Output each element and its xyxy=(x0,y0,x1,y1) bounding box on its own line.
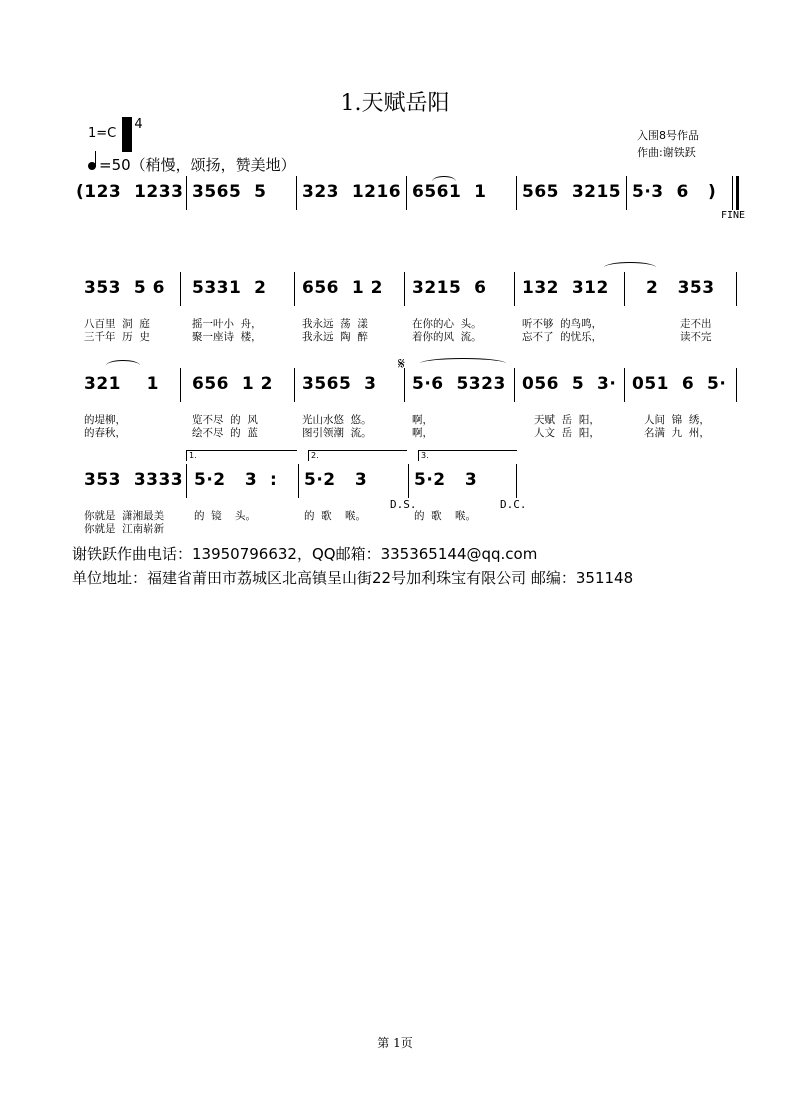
staff-row-4 xyxy=(76,451,756,535)
lyric: 的 镜 头。 xyxy=(194,510,257,522)
lyric: 在你的心 头。 xyxy=(412,318,482,330)
lyric: 图引领潮 流。 xyxy=(302,427,372,439)
lyric: 的 歌 喉。 xyxy=(414,510,477,522)
slur xyxy=(432,176,456,187)
lyric: 你就是 潇湘最美 xyxy=(84,510,165,522)
time-divider xyxy=(122,117,132,152)
measure: 353 5 6 xyxy=(84,278,165,298)
lyric: 你就是 江南崭新 xyxy=(84,523,165,535)
barline xyxy=(298,464,299,498)
staff-row-1 xyxy=(76,176,756,221)
measure: 056 5 3· xyxy=(522,374,617,394)
page-title: 1.天赋岳阳 xyxy=(340,91,450,116)
lyric: 读不完 xyxy=(680,331,712,343)
staff-row-3 xyxy=(76,354,756,439)
contact-phone: 谢铁跃作曲电话：13950796632，QQ邮箱：335365144@qq.com xyxy=(72,545,538,563)
lyric: 览不尽 的 风 xyxy=(192,414,258,426)
barline xyxy=(404,272,405,306)
barline xyxy=(514,272,515,306)
slur xyxy=(106,360,140,371)
lyric: 绘不尽 的 蓝 xyxy=(192,427,258,439)
measure: 051 6 5· xyxy=(632,374,727,394)
measure: 5·3 6 ) xyxy=(632,182,717,202)
page-number: 第 1页 xyxy=(377,1036,413,1050)
tempo-marking xyxy=(88,154,296,175)
lyric: 人间 锦 绣， xyxy=(644,414,710,426)
barline xyxy=(186,176,187,210)
barline xyxy=(294,368,295,402)
lyric: 听不够 的鸟鸣， xyxy=(522,318,603,330)
measure: 3215 6 xyxy=(412,278,487,298)
barline xyxy=(406,176,407,210)
measure: 5·2 3 xyxy=(304,470,368,490)
barline xyxy=(514,368,515,402)
quarter-note-icon xyxy=(88,162,96,170)
measure: 656 1 2 xyxy=(302,278,383,298)
measure: 353 3333 xyxy=(84,470,184,490)
measure: 5331 2 xyxy=(192,278,267,298)
ending-bracket-2: 2. xyxy=(308,450,407,461)
fine-marker: FINE xyxy=(721,210,746,221)
lyric: 的堤柳， xyxy=(84,414,126,426)
lyric: 走不出 xyxy=(680,318,712,330)
lyric: 名满 九 州， xyxy=(644,427,710,439)
measure: 656 1 2 xyxy=(192,374,273,394)
measure: 321 1 xyxy=(84,374,159,394)
lyric: 我永远 荡 漾 xyxy=(302,318,368,330)
measure: 3565 3 xyxy=(302,374,377,394)
measure: (123 1233 xyxy=(76,182,184,202)
barline xyxy=(180,272,181,306)
segno-icon: 𝄋 xyxy=(398,354,405,373)
ending-bracket-3: 3. xyxy=(418,450,517,461)
barline xyxy=(180,368,181,402)
final-barline xyxy=(736,176,739,210)
lyric: 忘不了 的忧乐， xyxy=(522,331,603,343)
barline xyxy=(624,368,625,402)
staff-row-2 xyxy=(76,272,756,343)
measure: 3565 5 xyxy=(192,182,267,202)
dc-marker: D.C. xyxy=(500,498,527,511)
barline xyxy=(294,272,295,306)
measure: 6561 1 xyxy=(412,182,487,202)
measure: 2 353 xyxy=(646,278,715,298)
lyric: 啊， xyxy=(412,414,433,426)
barline xyxy=(732,176,733,210)
barline xyxy=(736,272,737,306)
tempo-text: =50（稍慢，颂扬，赞美地） xyxy=(99,156,296,174)
lyric: 我永远 陶 醉 xyxy=(302,331,368,343)
barline xyxy=(186,464,187,498)
measure: 323 1216 xyxy=(302,182,402,202)
barline xyxy=(516,464,517,498)
lyric: 八百里 洞 庭 xyxy=(84,318,150,330)
barline xyxy=(626,176,627,210)
lyric: 的 歌 喉。 xyxy=(304,510,367,522)
lyric: 的春秋， xyxy=(84,427,126,439)
time-signature xyxy=(122,116,143,133)
measure: 565 3215 xyxy=(522,182,622,202)
measure: 5·6 5323 xyxy=(412,374,506,394)
ds-marker: D.S. xyxy=(390,498,417,511)
lyric: 光山水悠 悠。 xyxy=(302,414,372,426)
lyric: 三千年 历 史 xyxy=(84,331,150,343)
lyric: 聚一座诗 楼， xyxy=(192,331,262,343)
barline xyxy=(516,176,517,210)
credit-composer: 作曲:谢铁跃 xyxy=(637,146,696,159)
measure: 5·2 3 : xyxy=(194,470,278,490)
slur xyxy=(604,262,656,273)
barline xyxy=(408,464,409,498)
lyric: 摇一叶小 舟， xyxy=(192,318,262,330)
measure: 132 312 xyxy=(522,278,609,298)
lyric: 啊， xyxy=(412,427,433,439)
lyric: 着你的风 流。 xyxy=(412,331,482,343)
credit-entry: 入围8号作品 xyxy=(637,129,699,142)
slur xyxy=(420,358,506,369)
contact-address: 单位地址：福建省莆田市荔城区北高镇呈山街22号加利珠宝有限公司 邮编：351148 xyxy=(72,569,634,587)
ending-bracket-1: 1. xyxy=(186,450,297,461)
lyric: 人文 岳 阳， xyxy=(534,427,600,439)
lyric: 天赋 岳 阳， xyxy=(534,414,600,426)
barline xyxy=(296,176,297,210)
barline xyxy=(736,368,737,402)
measure: 5·2 3 xyxy=(414,470,478,490)
key-signature: 1=C xyxy=(88,126,117,141)
barline xyxy=(624,272,625,306)
time-bottom: 4 xyxy=(134,117,143,132)
